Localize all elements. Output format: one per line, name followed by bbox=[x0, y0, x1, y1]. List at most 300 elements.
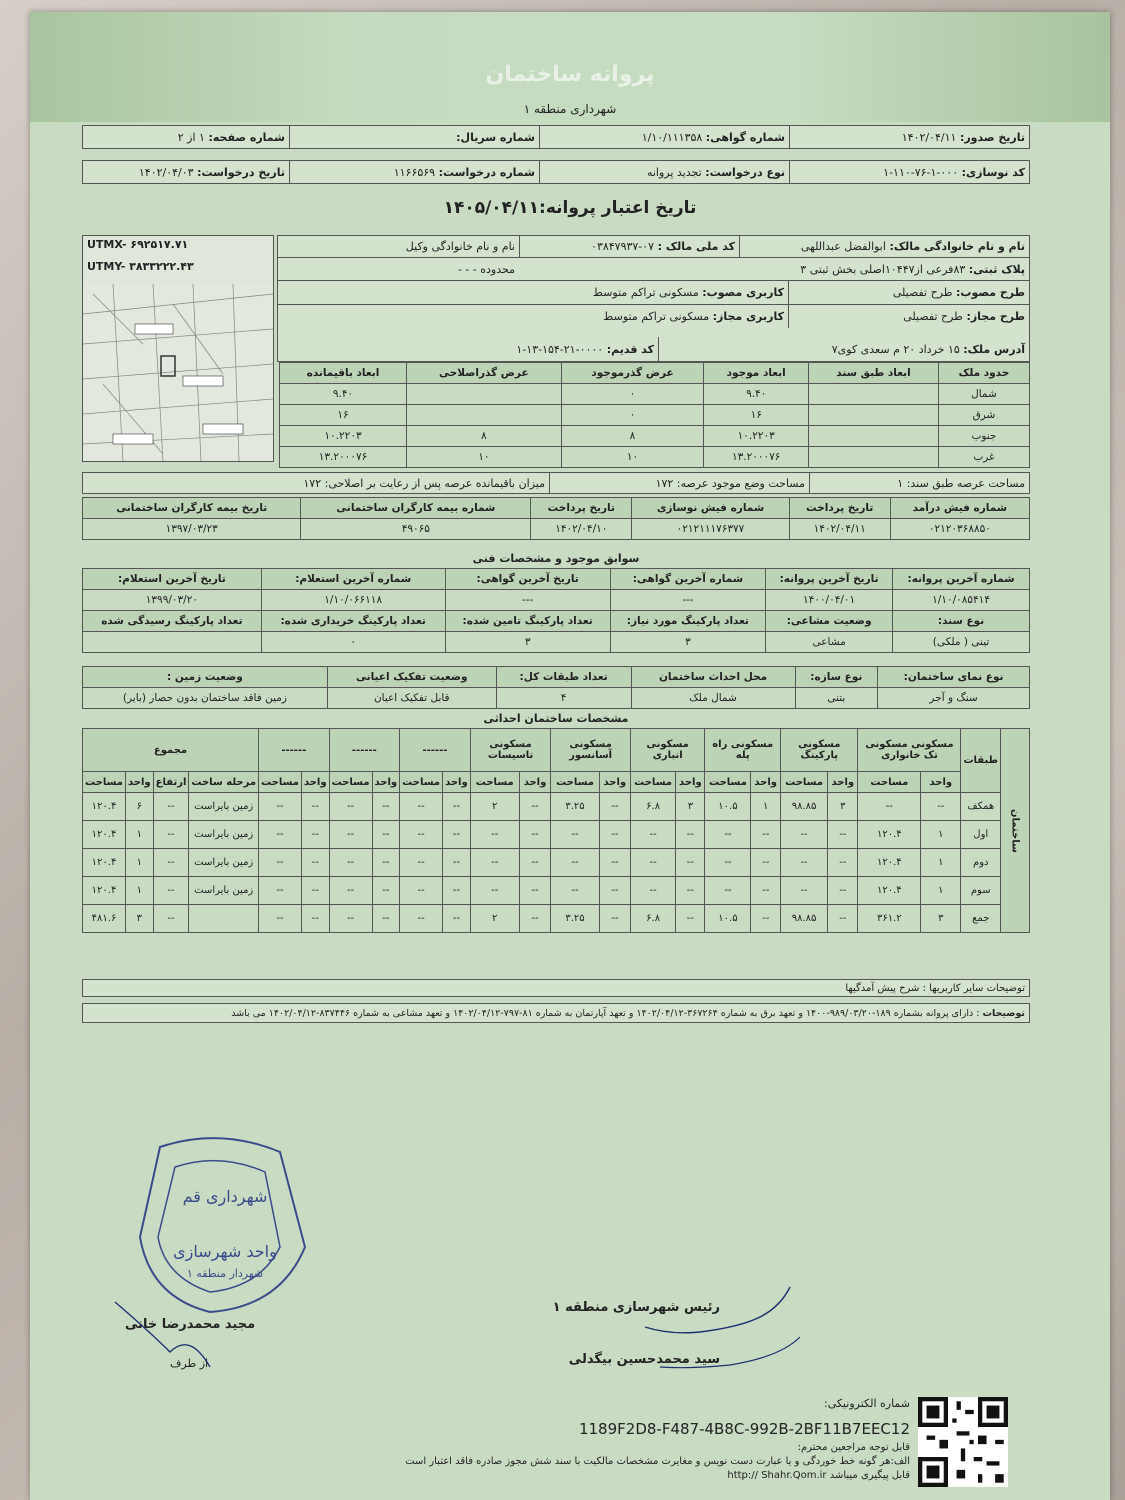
floor-name: اول bbox=[961, 821, 1001, 849]
utm-y: UTMY- ۳۸۳۳۲۲۲.۴۳ bbox=[87, 260, 194, 273]
building-cell: ۹۸.۸۵ bbox=[781, 905, 828, 933]
floors-label: طبقات bbox=[961, 729, 1001, 793]
history-header: شماره آخرین گواهی: bbox=[610, 569, 765, 590]
history-value: ۳ bbox=[610, 632, 765, 653]
cert-no: ۱/۱۰/۱۱۱۳۵۸ bbox=[641, 130, 703, 144]
building-group: ------ bbox=[259, 729, 330, 772]
floor-name: سوم bbox=[961, 877, 1001, 905]
total-unit-cell: ۳ bbox=[126, 905, 154, 933]
building-cell: ۱ bbox=[921, 821, 961, 849]
building-sub-row bbox=[83, 772, 1030, 793]
cert-no-label: شماره گواهی: bbox=[705, 130, 785, 144]
building-cell: -- bbox=[400, 793, 443, 821]
bounds-cell: شرق bbox=[938, 405, 1029, 426]
document-title: پروانه ساختمان bbox=[485, 62, 655, 87]
area-summary-row bbox=[82, 472, 1030, 494]
building-cell: -- bbox=[400, 905, 443, 933]
unit-header: واحد bbox=[828, 772, 858, 793]
payment-header: تاریخ بیمه کارگران ساختمانی bbox=[83, 498, 301, 519]
history-value: ۱/۱۰/۰۶۶۱۱۸ bbox=[261, 590, 445, 611]
cadastral-map-graphic bbox=[83, 284, 273, 461]
total-unit-cell: ۱ bbox=[126, 849, 154, 877]
building-cell: -- bbox=[828, 905, 858, 933]
bounds-header-row bbox=[280, 363, 1030, 384]
building-cell: -- bbox=[259, 793, 302, 821]
building-group: ------ bbox=[329, 729, 400, 772]
payment-header: تاریخ پرداخت bbox=[789, 498, 890, 519]
bounds-cell: جنوب bbox=[938, 426, 1029, 447]
history-header: تاریخ آخرین استعلام: bbox=[83, 569, 262, 590]
payment-header: شماره فیش درآمد bbox=[890, 498, 1029, 519]
building-cell: -- bbox=[751, 877, 781, 905]
building-cell: ۹۸.۸۵ bbox=[781, 793, 828, 821]
stage-cell: زمین بایراست bbox=[189, 849, 259, 877]
request-no-label: شماره درخواست: bbox=[438, 165, 535, 179]
building-cell: -- bbox=[551, 877, 599, 905]
bounds-cell: ۸ bbox=[407, 426, 562, 447]
building-cell: -- bbox=[676, 849, 705, 877]
approved-plan-label: طرح مصوب: bbox=[956, 286, 1025, 299]
building-cell: ۲ bbox=[470, 905, 519, 933]
building-cell: ۳ bbox=[828, 793, 858, 821]
building-cell: -- bbox=[301, 849, 329, 877]
total-area-cell: ۱۲۰.۴ bbox=[83, 821, 126, 849]
building-cell: -- bbox=[705, 877, 751, 905]
history-value: --- bbox=[445, 590, 610, 611]
owner-nid-label: کد ملی مالک : bbox=[657, 240, 735, 253]
approved-use: مسکونی تراکم متوسط bbox=[592, 286, 699, 299]
bounds-cell: ۱۰ bbox=[561, 447, 704, 468]
address-row bbox=[277, 337, 1030, 362]
total-unit-cell: ۱ bbox=[126, 821, 154, 849]
history-header: وضعیت مشاعی: bbox=[766, 611, 893, 632]
bounds-header: عرض گذرموجود bbox=[561, 363, 704, 384]
bounds-cell: ۱۰ bbox=[407, 447, 562, 468]
building-row bbox=[83, 793, 1030, 821]
stage-header: مرحله ساخت bbox=[189, 772, 259, 793]
bounds-row bbox=[280, 384, 1030, 405]
page-label: شماره صفحه: bbox=[208, 130, 285, 144]
building-cell: -- bbox=[470, 877, 519, 905]
old-code-label: کد قدیم: bbox=[606, 342, 654, 356]
area-header: مساحت bbox=[781, 772, 828, 793]
owner-name-label: نام و نام خانوادگی مالک: bbox=[889, 240, 1025, 253]
building-side-label: ساختمان bbox=[1001, 729, 1030, 933]
building-cell: -- bbox=[599, 849, 630, 877]
bounds-cell: ۸ bbox=[561, 426, 704, 447]
bounds-cell: ۱۳.۲۰۰۰۷۶ bbox=[704, 447, 809, 468]
building-cell: -- bbox=[781, 849, 828, 877]
history-header: تعداد پارکینگ رسیدگی شده bbox=[83, 611, 262, 632]
history-value-row bbox=[83, 590, 1030, 611]
payment-value: ۰۲۱۲۰۳۶۸۸۵۰ bbox=[890, 519, 1029, 540]
building-cell: -- bbox=[551, 821, 599, 849]
floor-name: دوم bbox=[961, 849, 1001, 877]
owner-block bbox=[277, 235, 1030, 339]
history-value: تینی ( ملکی) bbox=[893, 632, 1030, 653]
building-cell: -- bbox=[372, 877, 400, 905]
stamp-text-2: واحد شهرسازی bbox=[173, 1242, 277, 1261]
allowed-use: مسکونی تراکم متوسط bbox=[603, 310, 710, 323]
building-cell: -- bbox=[551, 849, 599, 877]
building-group: مسکونی مسکونی تک خانواری bbox=[858, 729, 961, 772]
history-value: ۱۴۰۰/۰۴/۰۱ bbox=[766, 590, 893, 611]
qr-code bbox=[918, 1397, 1008, 1487]
building-cell: -- bbox=[630, 849, 675, 877]
renovation-code: ۱-۱۱۰-۷۶-۱-۰۰۰ bbox=[883, 165, 959, 179]
history-title: سوابق موجود و مشخصات فنی bbox=[472, 552, 640, 565]
area-header: مساحت bbox=[470, 772, 519, 793]
building-cell: -- bbox=[676, 905, 705, 933]
building-cell: ۳.۲۵ bbox=[551, 905, 599, 933]
issue-date-label: تاریخ صدور: bbox=[959, 130, 1025, 144]
height-cell: -- bbox=[153, 849, 189, 877]
history-value: مشاعی bbox=[766, 632, 893, 653]
ecode: 1189F2D8-F487-4B8C-992B-2BF11B7EEC12 bbox=[578, 1420, 910, 1438]
area-header: مساحت bbox=[400, 772, 443, 793]
height-header: ارتفاع bbox=[153, 772, 189, 793]
footer-note-3: قابل پیگیری میباشد http:// Shahr.Qom.ir bbox=[727, 1470, 910, 1481]
bounds-cell: ۰ bbox=[561, 384, 704, 405]
total-unit-cell: ۶ bbox=[126, 793, 154, 821]
bounds-header: ابعاد موجود bbox=[704, 363, 809, 384]
history-table bbox=[82, 568, 1030, 653]
building-cell: -- bbox=[828, 849, 858, 877]
building-cell: -- bbox=[329, 849, 372, 877]
approved-use-label: کاربری مصوب: bbox=[702, 286, 784, 299]
building-cell: ۱۲۰.۴ bbox=[858, 877, 921, 905]
area-header: مساحت bbox=[705, 772, 751, 793]
unit-header: واحد bbox=[751, 772, 781, 793]
structure-value: شمال ملک bbox=[631, 688, 795, 709]
unit-header: واحد bbox=[443, 772, 471, 793]
payment-value: ۰۲۱۲۱۱۱۷۶۳۷۷ bbox=[632, 519, 789, 540]
structure-header: وضعیت زمین : bbox=[83, 667, 328, 688]
area-limit-label: محدوده bbox=[480, 262, 515, 276]
history-value: ۱۳۹۹/۰۳/۲۰ bbox=[83, 590, 262, 611]
payment-header: شماره فیش نوسازی bbox=[632, 498, 789, 519]
building-cell: -- bbox=[519, 905, 551, 933]
history-header: شماره آخرین پروانه: bbox=[893, 569, 1030, 590]
stage-cell: زمین بایراست bbox=[189, 821, 259, 849]
address-label: آدرس ملک: bbox=[963, 342, 1025, 356]
area-header: مساحت bbox=[83, 772, 126, 793]
building-cell: -- bbox=[372, 821, 400, 849]
history-value: ۱/۱۰/۰۸۵۴۱۴ bbox=[893, 590, 1030, 611]
building-cell: -- bbox=[443, 821, 471, 849]
structure-value: سنگ و آجر bbox=[878, 688, 1030, 709]
structure-header-row bbox=[83, 667, 1030, 688]
building-cell: ۱۲۰.۴ bbox=[858, 849, 921, 877]
total-area-cell: ۴۸۱.۶ bbox=[83, 905, 126, 933]
building-cell: -- bbox=[443, 793, 471, 821]
header-row-1 bbox=[82, 125, 1030, 149]
building-group: مسکونی آسانسور bbox=[551, 729, 631, 772]
building-cell: ۳ bbox=[676, 793, 705, 821]
history-header: تعداد پارکینگ خریداری شده: bbox=[261, 611, 445, 632]
history-header: شماره آخرین استعلام: bbox=[261, 569, 445, 590]
building-cell: -- bbox=[705, 849, 751, 877]
structure-header: تعداد طبقات کل: bbox=[496, 667, 631, 688]
request-no: ۱۱۶۶۵۶۹ bbox=[393, 165, 436, 179]
building-row bbox=[83, 905, 1030, 933]
footer-note-2: الف:هر گونه خط خوردگی و یا عبارت دست نویس و مغایرت مشخصات مالکیت با سند شش مجوز صادره فاقد اعتبار است bbox=[405, 1456, 910, 1467]
building-cell: -- bbox=[751, 821, 781, 849]
building-total-group: مجموع bbox=[83, 729, 259, 772]
allowed-plan: طرح تفصیلی bbox=[903, 310, 963, 323]
issue-date: ۱۴۰۲/۰۴/۱۱ bbox=[901, 130, 957, 144]
header-row-2 bbox=[82, 160, 1030, 184]
payment-header: تاریخ پرداخت bbox=[531, 498, 632, 519]
building-cell: -- bbox=[519, 793, 551, 821]
owner-name: ابوالفضل عبداللهی bbox=[800, 240, 886, 253]
building-title: مشخصات ساختمان احداثی bbox=[483, 712, 629, 725]
building-cell: -- bbox=[259, 849, 302, 877]
municipality-name: شهرداری منطقه ۱ bbox=[523, 102, 617, 116]
building-group: مسکونی انباری bbox=[630, 729, 705, 772]
bounds-cell bbox=[809, 426, 939, 447]
bounds-table bbox=[279, 362, 1030, 468]
history-value: ۳ bbox=[445, 632, 610, 653]
owner-nid: ۰۳۸۴۷۹۳۷-۰۷ bbox=[591, 240, 655, 253]
request-type-label: نوع درخواست: bbox=[705, 165, 785, 179]
building-cell: -- bbox=[400, 849, 443, 877]
history-header: تاریخ آخرین پروانه: bbox=[766, 569, 893, 590]
building-cell: -- bbox=[599, 793, 630, 821]
bounds-header: ابعاد طبق سند bbox=[809, 363, 939, 384]
building-cell: ۳ bbox=[921, 905, 961, 933]
building-group: ------ bbox=[400, 729, 471, 772]
height-cell: -- bbox=[153, 793, 189, 821]
building-cell: -- bbox=[259, 905, 302, 933]
building-cell: -- bbox=[781, 821, 828, 849]
building-cell: ۶.۸ bbox=[630, 905, 675, 933]
left-signatory-name: مجید محمدرضا خانی bbox=[125, 1317, 256, 1332]
area-remaining: میزان باقیمانده عرصه پس از رعایت بر اصلاحی: ۱۷۲ bbox=[303, 476, 545, 490]
building-cell: -- bbox=[329, 793, 372, 821]
building-cell: -- bbox=[301, 905, 329, 933]
bounds-cell bbox=[407, 405, 562, 426]
building-cell: -- bbox=[781, 877, 828, 905]
old-code: ۱-۱۳-۱۵۴-۲۱-۰۰۰۰ bbox=[516, 342, 604, 356]
bounds-cell: ۹.۴۰ bbox=[280, 384, 407, 405]
structure-value: ۴ bbox=[496, 688, 631, 709]
structure-table bbox=[82, 666, 1030, 709]
request-type: تجدید پروانه bbox=[646, 165, 702, 179]
ecode-label: شماره الکترونیکی: bbox=[823, 1397, 910, 1410]
bounds-header: حدود ملک bbox=[938, 363, 1029, 384]
building-cell: -- bbox=[301, 821, 329, 849]
height-cell: -- bbox=[153, 905, 189, 933]
building-cell: -- bbox=[751, 849, 781, 877]
building-cell: -- bbox=[858, 793, 921, 821]
payments-header-row bbox=[83, 498, 1030, 519]
bounds-row bbox=[280, 405, 1030, 426]
left-signature bbox=[110, 1292, 230, 1372]
area-header: مساحت bbox=[858, 772, 921, 793]
building-group: مسکونی پارکینگ bbox=[781, 729, 858, 772]
address: ۱۵ خرداد ۲۰ م سعدی کوی۷ bbox=[831, 342, 960, 356]
bounds-header: ابعاد باقیمانده bbox=[280, 363, 407, 384]
history-header: نوع سند: bbox=[893, 611, 1030, 632]
bounds-row bbox=[280, 426, 1030, 447]
bounds-cell bbox=[809, 447, 939, 468]
area-header: مساحت bbox=[630, 772, 675, 793]
building-cell: -- bbox=[519, 877, 551, 905]
structure-header: نوع نمای ساختمان: bbox=[878, 667, 1030, 688]
building-cell: -- bbox=[751, 905, 781, 933]
total-area-cell: ۱۲۰.۴ bbox=[83, 793, 126, 821]
building-group: مسکونی تاسیسات bbox=[470, 729, 551, 772]
right-signatory-title: رئیس شهرسازی منطقه ۱ bbox=[552, 1300, 720, 1315]
area-header: مساحت bbox=[329, 772, 372, 793]
building-cell: ۱ bbox=[751, 793, 781, 821]
building-cell: -- bbox=[599, 877, 630, 905]
right-signature bbox=[640, 1277, 850, 1377]
total-unit-cell: ۱ bbox=[126, 877, 154, 905]
stage-cell: زمین بایراست bbox=[189, 877, 259, 905]
history-value-row-2 bbox=[83, 632, 1030, 653]
building-cell: -- bbox=[329, 821, 372, 849]
unit-header: واحد bbox=[519, 772, 551, 793]
stamp-text-3: شهردار منطقه ۱ bbox=[186, 1267, 264, 1280]
building-group-row bbox=[83, 729, 1030, 772]
unit-header: واحد bbox=[372, 772, 400, 793]
unit-header: واحد bbox=[676, 772, 705, 793]
building-cell: -- bbox=[259, 877, 302, 905]
building-cell: -- bbox=[400, 877, 443, 905]
official-stamp bbox=[130, 1127, 310, 1317]
payment-value: ۱۴۰۲/۰۴/۱۱ bbox=[789, 519, 890, 540]
history-header: تاریخ آخرین گواهی: bbox=[445, 569, 610, 590]
building-cell: -- bbox=[443, 877, 471, 905]
building-cell: -- bbox=[259, 821, 302, 849]
bounds-cell bbox=[809, 405, 939, 426]
bounds-cell: ۰ bbox=[561, 405, 704, 426]
building-cell: -- bbox=[921, 793, 961, 821]
building-cell: -- bbox=[630, 877, 675, 905]
building-cell: ۳.۲۵ bbox=[551, 793, 599, 821]
bounds-cell bbox=[407, 384, 562, 405]
request-date: ۱۴۰۲/۰۴/۰۳ bbox=[138, 165, 194, 179]
building-cell: -- bbox=[630, 821, 675, 849]
building-cell: -- bbox=[301, 793, 329, 821]
bounds-cell: ۱۳.۲۰۰۰۷۶ bbox=[280, 447, 407, 468]
notes-text: دارای پروانه بشماره ۱۸۹-۹۸۹/۰۳/۲۰-۱۴۰۰ و تعهد برق به شماره ۳۶۷۲۶۴-۱۴۰۲/۰۴/۱۲ و تعهد آپارتمان به شماره ۸۱-۷۹۷-۱۴۰۲/۰۴/۱۲ و تعهد مشاعی به شماره ۸۳۷۴۴۶-۱۴۰۲/۰۴/۱۲ می باشد bbox=[231, 1007, 974, 1019]
area-limit: - - - bbox=[457, 262, 477, 276]
history-header: تعداد پارکینگ تامین شده: bbox=[445, 611, 610, 632]
bounds-cell bbox=[809, 384, 939, 405]
approved-plan: طرح تفصیلی bbox=[892, 286, 953, 299]
area-existing: مساحت وضع موجود عرصه: ۱۷۲ bbox=[549, 473, 809, 493]
history-value bbox=[83, 632, 262, 653]
request-date-label: تاریخ درخواست: bbox=[197, 165, 285, 179]
building-cell: -- bbox=[828, 877, 858, 905]
notes-row: توضیحات : دارای پروانه بشماره ۱۸۹-۹۸۹/۰۳/۲۰-۱۴۰۰ و تعهد برق به شماره ۳۶۷۲۶۴-۱۴۰۲/۰۴/۱۲ و تعهد آپارتمان به شماره ۸۱-۷۹۷-۱۴۰۲/۰۴/۱۲ و تعهد مشاعی به شماره ۸۳۷۴۴۶-۱۴۰۲/۰۴/۱۲ می باشد bbox=[82, 1003, 1030, 1023]
building-cell: -- bbox=[443, 849, 471, 877]
building-cell: -- bbox=[676, 821, 705, 849]
payment-header: شماره بیمه کارگران ساختمانی bbox=[301, 498, 531, 519]
height-cell: -- bbox=[153, 821, 189, 849]
bounds-row bbox=[280, 447, 1030, 468]
history-value: --- bbox=[610, 590, 765, 611]
building-cell: -- bbox=[470, 849, 519, 877]
unit-header: واحد bbox=[599, 772, 630, 793]
building-cell: -- bbox=[470, 821, 519, 849]
height-cell: -- bbox=[153, 877, 189, 905]
structure-value: زمین فاقد ساختمان بدون حصار (بایر) bbox=[83, 688, 328, 709]
building-cell: -- bbox=[519, 821, 551, 849]
notes-label: توضیحات bbox=[982, 1007, 1025, 1019]
building-row bbox=[83, 821, 1030, 849]
structure-value: بتنی bbox=[795, 688, 878, 709]
building-cell: ۱۰.۵ bbox=[705, 905, 751, 933]
renovation-code-label: کد نوسازی: bbox=[961, 165, 1025, 179]
uses-notes-label: توضیحات سایر کاربریها bbox=[929, 982, 1025, 994]
utm-x: UTMX- ۶۹۲۵۱۷.۷۱ bbox=[87, 238, 189, 251]
building-cell: -- bbox=[301, 877, 329, 905]
stage-cell: زمین بایراست bbox=[189, 793, 259, 821]
structure-value-row bbox=[83, 688, 1030, 709]
footer-note-1: قابل توجه مراجعین محترم: bbox=[797, 1442, 910, 1453]
payment-value: ۱۳۹۷/۰۳/۲۳ bbox=[83, 519, 301, 540]
building-cell: ۶.۸ bbox=[630, 793, 675, 821]
unit-header: واحد bbox=[301, 772, 329, 793]
bounds-cell: ۱۰.۲۲۰۳ bbox=[280, 426, 407, 447]
structure-value: قابل تفکیک اعیان bbox=[327, 688, 496, 709]
lawyer-label: نام و نام خانوادگی وکیل bbox=[405, 240, 515, 253]
page-number: ۱ از ۲ bbox=[177, 130, 205, 144]
building-cell: -- bbox=[705, 821, 751, 849]
payments-table bbox=[82, 497, 1030, 540]
building-cell: -- bbox=[400, 821, 443, 849]
building-row bbox=[83, 849, 1030, 877]
bounds-cell: شمال bbox=[938, 384, 1029, 405]
area-header: مساحت bbox=[551, 772, 599, 793]
uses-notes-text: شرح پیش آمدگیها bbox=[845, 982, 920, 994]
validity-title: تاریخ اعتبار پروانه:۱۴۰۵/۰۴/۱۱ bbox=[443, 198, 697, 218]
uses-notes-row: توضیحات سایر کاربریها : شرح پیش آمدگیها bbox=[82, 979, 1030, 997]
structure-header: محل احداث ساختمان bbox=[631, 667, 795, 688]
unit-header: واحد bbox=[126, 772, 154, 793]
building-cell: -- bbox=[676, 877, 705, 905]
left-signatory-sub: از طرف bbox=[170, 1357, 209, 1370]
structure-header: وضعیت تفکیک اعیانی bbox=[327, 667, 496, 688]
history-value: ۰ bbox=[261, 632, 445, 653]
floor-name: همکف bbox=[961, 793, 1001, 821]
history-header-row bbox=[83, 569, 1030, 590]
bounds-cell: غرب bbox=[938, 447, 1029, 468]
floor-name: جمع bbox=[961, 905, 1001, 933]
building-cell: -- bbox=[372, 849, 400, 877]
plate-label: پلاک ثبتی: bbox=[968, 262, 1025, 276]
plate: ۸۳فرعی از۱۰۴۴۷اصلی بخش ثبتی ۳ bbox=[800, 262, 966, 276]
area-header: مساحت bbox=[259, 772, 302, 793]
building-cell: -- bbox=[519, 849, 551, 877]
payments-value-row bbox=[83, 519, 1030, 540]
bounds-header: عرض گذراصلاحی bbox=[407, 363, 562, 384]
building-table bbox=[82, 728, 1030, 933]
building-cell: -- bbox=[599, 905, 630, 933]
bounds-cell: ۹.۴۰ bbox=[704, 384, 809, 405]
bounds-cell: ۱۶ bbox=[704, 405, 809, 426]
building-cell: -- bbox=[329, 905, 372, 933]
history-header: تعداد پارکینگ مورد نیاز: bbox=[610, 611, 765, 632]
building-cell: -- bbox=[372, 793, 400, 821]
site-map bbox=[82, 235, 274, 462]
stage-cell bbox=[189, 905, 259, 933]
building-cell: ۱۲۰.۴ bbox=[858, 821, 921, 849]
